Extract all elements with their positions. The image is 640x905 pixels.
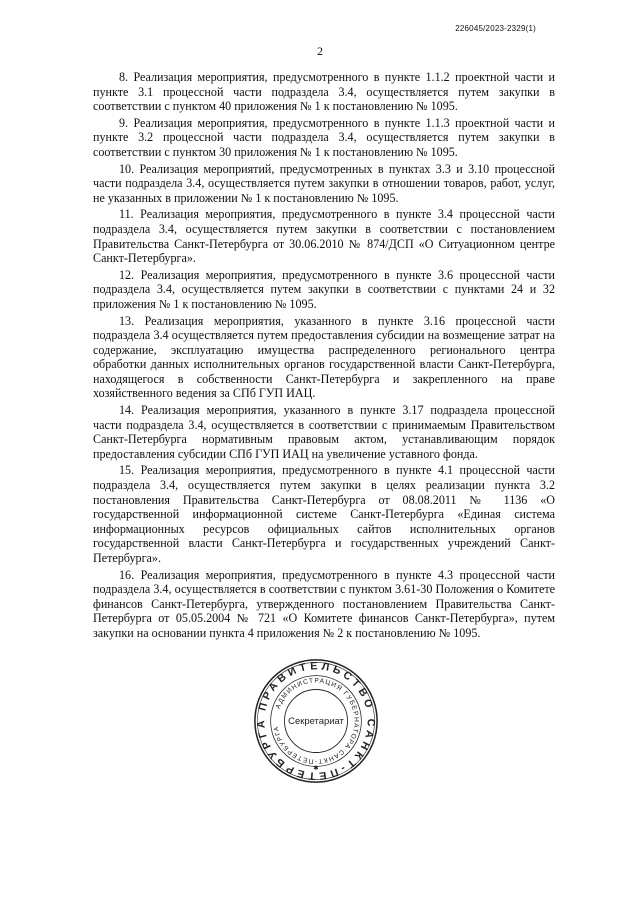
- paragraph-16: 16. Реализация мероприятия, предусмотренного в пункте 4.3 процессной части подраздела 3.4, осуществляется в соответствии с пунктом 3.61-30 Положения о Комитете финансов Санкт-Петербурга, утвержденного постановлением Правительства Санкт-Петербурга от 05.05.2004 № 721 «О Комитете финансов Санкт-Петербурга», путем закупки на основании пункта 4 приложения № 2 к постановлению № 1095.: [93, 567, 555, 640]
- stamp-outer-text: ПРАВИТЕЛЬСТВО САНКТ-ПЕТЕРБУРГА: [255, 660, 377, 782]
- paragraph-8: 8. Реализация мероприятия, предусмотренного в пункте 1.1.2 проектной части и пункте 3.1 процессной части подраздела 3.4, осуществляется путем закупки в соответствии с пунктом 40 приложения № 1 к постановлению № 1095.: [93, 70, 555, 114]
- official-stamp: [253, 658, 379, 784]
- stamp-center-text: Секретариат: [288, 716, 344, 728]
- paragraph-13: 13. Реализация мероприятия, указанного в пункте 3.16 процессной части подраздела 3.4 осуществляется путем предоставления субсидии на возмещение затрат на содержание, эксплуатацию имущества распределенного регионального центра обработки данных исполнительных органов государственной власти Санкт-Петербурга, находящегося в собственности Санкт-Петербурга и закрепленного на праве хозяйственного ведения за СПб ГУП ИАЦ.: [93, 313, 555, 401]
- paragraph-14: 14. Реализация мероприятия, указанного в пункте 3.17 подраздела процессной части подраздела 3.4, осуществляется в соответствии с принимаемым Правительством Санкт-Петербурга нормативным правовым актом, устанавливающим порядок предоставления субсидии СПб ГУП ИАЦ на увеличение уставного фонда.: [93, 403, 555, 461]
- paragraph-9: 9. Реализация мероприятия, предусмотренного в пункте 1.1.3 проектной части и пункте 3.2 процессной части подраздела 3.4, осуществляется путем закупки в соответствии с пунктом 30 приложения № 1 к постановлению № 1095.: [93, 115, 555, 159]
- paragraph-12: 12. Реализация мероприятия, предусмотренного в пункте 3.6 процессной части подраздела 3.4, осуществляется путем закупки в соответствии с пунктами 24 и 32 приложения № 1 к постановлению № 1095.: [93, 267, 555, 311]
- stamp-inner-text: АДМИНИСТРАЦИЯ ГУБЕРНАТОРА САНКТ-ПЕТЕРБУРГА: [272, 677, 360, 765]
- page-number: 2: [317, 44, 323, 58]
- paragraph-11: 11. Реализация мероприятия, предусмотренного в пункте 3.4 процессной части подраздела 3.4, осуществляется путем закупки в соответствии с постановлением Правительства Санкт-Петербурга от 30.06.2010 № 874/ДСП «О Ситуационном центре Санкт-Петербурга».: [93, 207, 555, 266]
- document-number: 226045/2023-2329(1): [455, 24, 536, 33]
- paragraph-10: 10. Реализация мероприятий, предусмотренных в пунктах 3.3 и 3.10 процессной части подраздела 3.4, осуществляется путем закупки в отношении товаров, работ, услуг, не указанных в приложении № 1 к постановлению № 1095.: [93, 161, 555, 205]
- stamp-star-icon: ✱: [313, 765, 319, 773]
- document-body: [93, 70, 555, 643]
- paragraph-15: 15. Реализация мероприятия, предусмотренного в пункте 4.1 процессной части подраздела 3.4, осуществляется путем закупки в целях реализации пункта 3.2 постановления Правительства Санкт-Петербурга от 08.08.2011 № 1136 «О государственной информационной системе Санкт-Петербурга «Единая система информационных ресурсов официальных сайтов исполнительных органов государственной власти Санкт-Петербурга и государственных учреждений Санкт-Петербурга».: [93, 463, 555, 565]
